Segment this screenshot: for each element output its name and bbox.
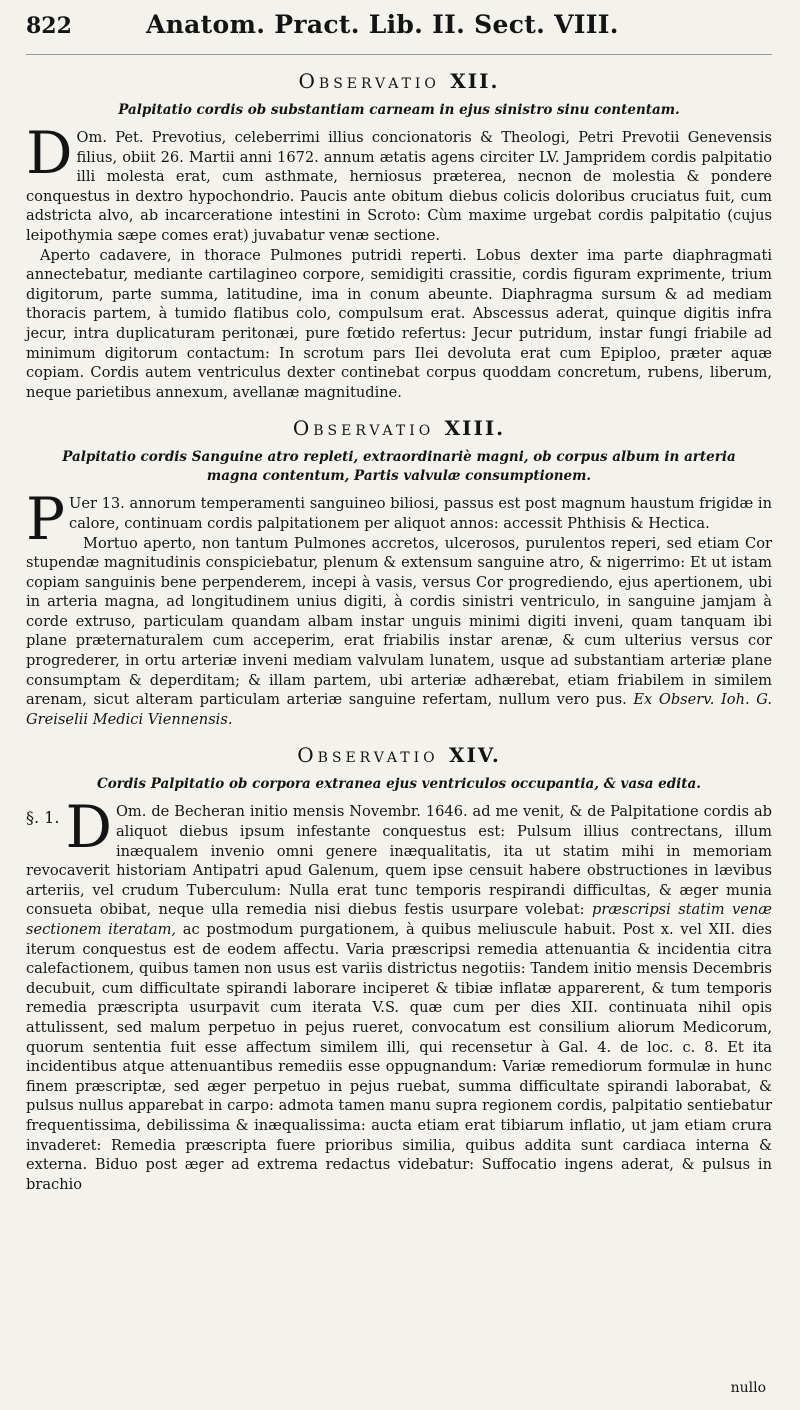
observation-12-heading xyxy=(26,69,772,93)
observation-label: Observatio xyxy=(297,743,439,768)
section-mark: §. 1. xyxy=(26,808,60,828)
paragraph-text: Uer 13. annorum temperamenti sanguineo biliosi, passus est post magnum haustum frigidæ in calore, continuam cordis palpitationem per aliquot annos: accessit Phthisis & Hectica. xyxy=(69,495,772,532)
observation-label: Observatio xyxy=(298,69,440,93)
observation-number: XIV. xyxy=(448,743,501,768)
paragraph-text: Om. de Becheran initio mensis Novembr. 1646. ad me venit, & de Palpitatione cordis ab aliquot diebus ipsum infestante conquestus est: Pulsum illius contrectans, illum inæqualem invenio omni genere inæqualitatis, ita ut statim mihi in memoriam revocaverit historiam Antipatri apud Galenum, quem ipse censuit habere obstructiones in lævibus arteriis, vel crudum Tuberculum: Nulla erat tunc temporis respirandi difficultas, & æger munia consueta obibat, neque ulla remedia nisi diebus festis usurpare volebat: xyxy=(26,803,772,919)
observation-13-paragraph-1 xyxy=(26,485,772,554)
catchword: nullo xyxy=(730,1380,766,1396)
observation-label: Observatio xyxy=(292,416,435,441)
observation-number: XIII. xyxy=(444,416,506,441)
observation-number: XII. xyxy=(450,69,500,93)
running-title: Anatom. Pract. Lib. II. Sect. VIII. xyxy=(146,10,619,39)
observation-14-paragraph-1 xyxy=(26,793,773,1194)
paragraph-text: ac postmodum purgationem, à quibus meliuscule habuit. Post x. vel XII. dies iterum conquestus est de eodem affectu. Varia præscripsi remedia attenuantia & incidentia citra calefactionem, quibus tamen non usus est variis districtus negotiis: Tandem initio mensis Decembris decubuit, cum difficultate spirandi laborare inciperet & tibiæ inflatæ apparerent, & tum temporis remedia præscripta usurpavit cum iterata V.S. quæ cum per dies XII. continuata nihil opis attulissent, sed malum perpetuo in pejus rueret, convocatum est consilium aliorum Medicorum, quorum sententia fuit esse affectum similem illi, qui recensetur à Gal. 4. de loc. c. 8. Et ita incidentibus atque attenuantibus remediis esse oppugnandum: Variæ remediorum formulæ in hunc finem præscriptæ, sed æger perpetuo in pejus ruebat, summa difficultate spirandi laborabat, & pulsus nullus apparebat in carpo: admota tamen manu supra regionem cordis, palpitatio sentiebatur frequentissima, debilissima & inæqualissima: aucta etiam erat tibiarum inflatio, ut jam etiam crura invaderet: Remedia præscripta fuere prioribus similia, quibus addita sunt cardiaca interna & externa. Biduo post æger ad extrema redactus videbatur: Suffocatio ingens aderat, & pulsus in brachio xyxy=(26,921,772,1193)
observation-12-paragraph-2: Aperto cadavere, in thorace Pulmones putridi reperti. Lobus dexter ima parte diaphragmati annectebatur, mediante cartilagineo corpore, semidigiti crassitie, cordis figuram exprimente, trium digitorum, parte summa, latitudine, ima in conum abeunte. Diaphragma sursum & ad mediam thoracis partem, à tumido flatibus colo, compulsum erat. Abscessus aderat, quinque digitis infra jecur, intra duplicaturam peritonæi, pure fœtido refertus: Jecur putridum, instar fungi friabile ad minimum digitorum contactum: In scrotum pars Ilei devoluta erat cum Epiploo, præter aquæ copiam. Cordis autem ventriculus dexter continebat corpus quoddam concretum, rubens, liberum, neque parietibus annexum, avellanæ magnitudine. xyxy=(26,246,772,401)
observation-13-subtitle: Palpitatio cordis Sanguine atro repleti, extraordinariè magni, ob corpus album in arteria magna contentum, Partis valvulæ consumptionem. xyxy=(62,449,736,485)
drop-cap: D xyxy=(26,119,73,187)
observation-14-heading xyxy=(26,743,772,767)
page-number: 822 xyxy=(26,13,72,39)
paragraph-text: Om. Pet. Prevotius, celeberrimi illius concionatoris & Theologi, Petri Prevotii Genevensis filius, obiit 26. Martii anni 1672. annum ætatis agens circiter LV. Jampridem cordis palpitatio illi molesta erat, cum asthmate, herniosus præterea, necnon de molestia & pondere conquestus in dextro hypochondrio. Paucis ante obitum diebus colicis doloribus cruciatus fuit, cum adstricta alvo, ab incarceratione intestini in Scroto: Cùm maxime urgebat cordis palpitatio (cujus leipothymia sæpe comes erat) juvabatur venæ sectione. xyxy=(26,129,772,244)
source-citation: Ex Observ. Ioh. G. Greiselii Medici Viennensis. xyxy=(26,691,772,728)
italic-phrase: præscripsi statim venæ sectionem iteratam, xyxy=(26,901,773,938)
observation-12-subtitle: Palpitatio cordis ob substantiam carneam in ejus sinistro sinu contentam. xyxy=(118,102,680,118)
observation-12-paragraph-1 xyxy=(26,119,772,246)
observation-13-heading xyxy=(26,416,772,440)
paragraph-text: Mortuo aperto, non tantum Pulmones accretos, ulcerosos, purulentos reperi, sed etiam Cor stupendæ magnitudinis conspiciebatur, plenum & extensum sanguine atro, & nigerrimo: Et ut istam copiam sanguinis bene perpenderem, incepi à vasis, versus Cor progrediendo, ejus apertionem, ubi in arteria magna, ad longitudinem unius digiti, à cordis sinistri ventriculo, in sanguine jamjam à corde extruso, particulam quandam albam instar unguis minimi digiti inveni, quam tanquam ibi plane præternaturalem cum acceperim, erat friabilis instar arenæ, & cum ulterius versus cor progrederer, in ortu arteriæ inveni mediam valvulam lunatem, usque ad substantiam arteriæ plane consumptam & deperditam; & illam partem, ubi arteriæ adhærebat, etiam friabilem in similem arenam, sicut alteram particulam arteriæ sanguine refertam, nullum vero pus. xyxy=(26,534,772,709)
running-head xyxy=(26,10,772,55)
observation-13-paragraph-2 xyxy=(26,534,772,730)
observation-14-subtitle: Cordis Palpitatio ob corpora extranea ejus ventriculos occupantia, & vasa edita. xyxy=(96,776,701,793)
drop-cap: P xyxy=(26,485,66,554)
drop-cap: D xyxy=(65,793,112,862)
